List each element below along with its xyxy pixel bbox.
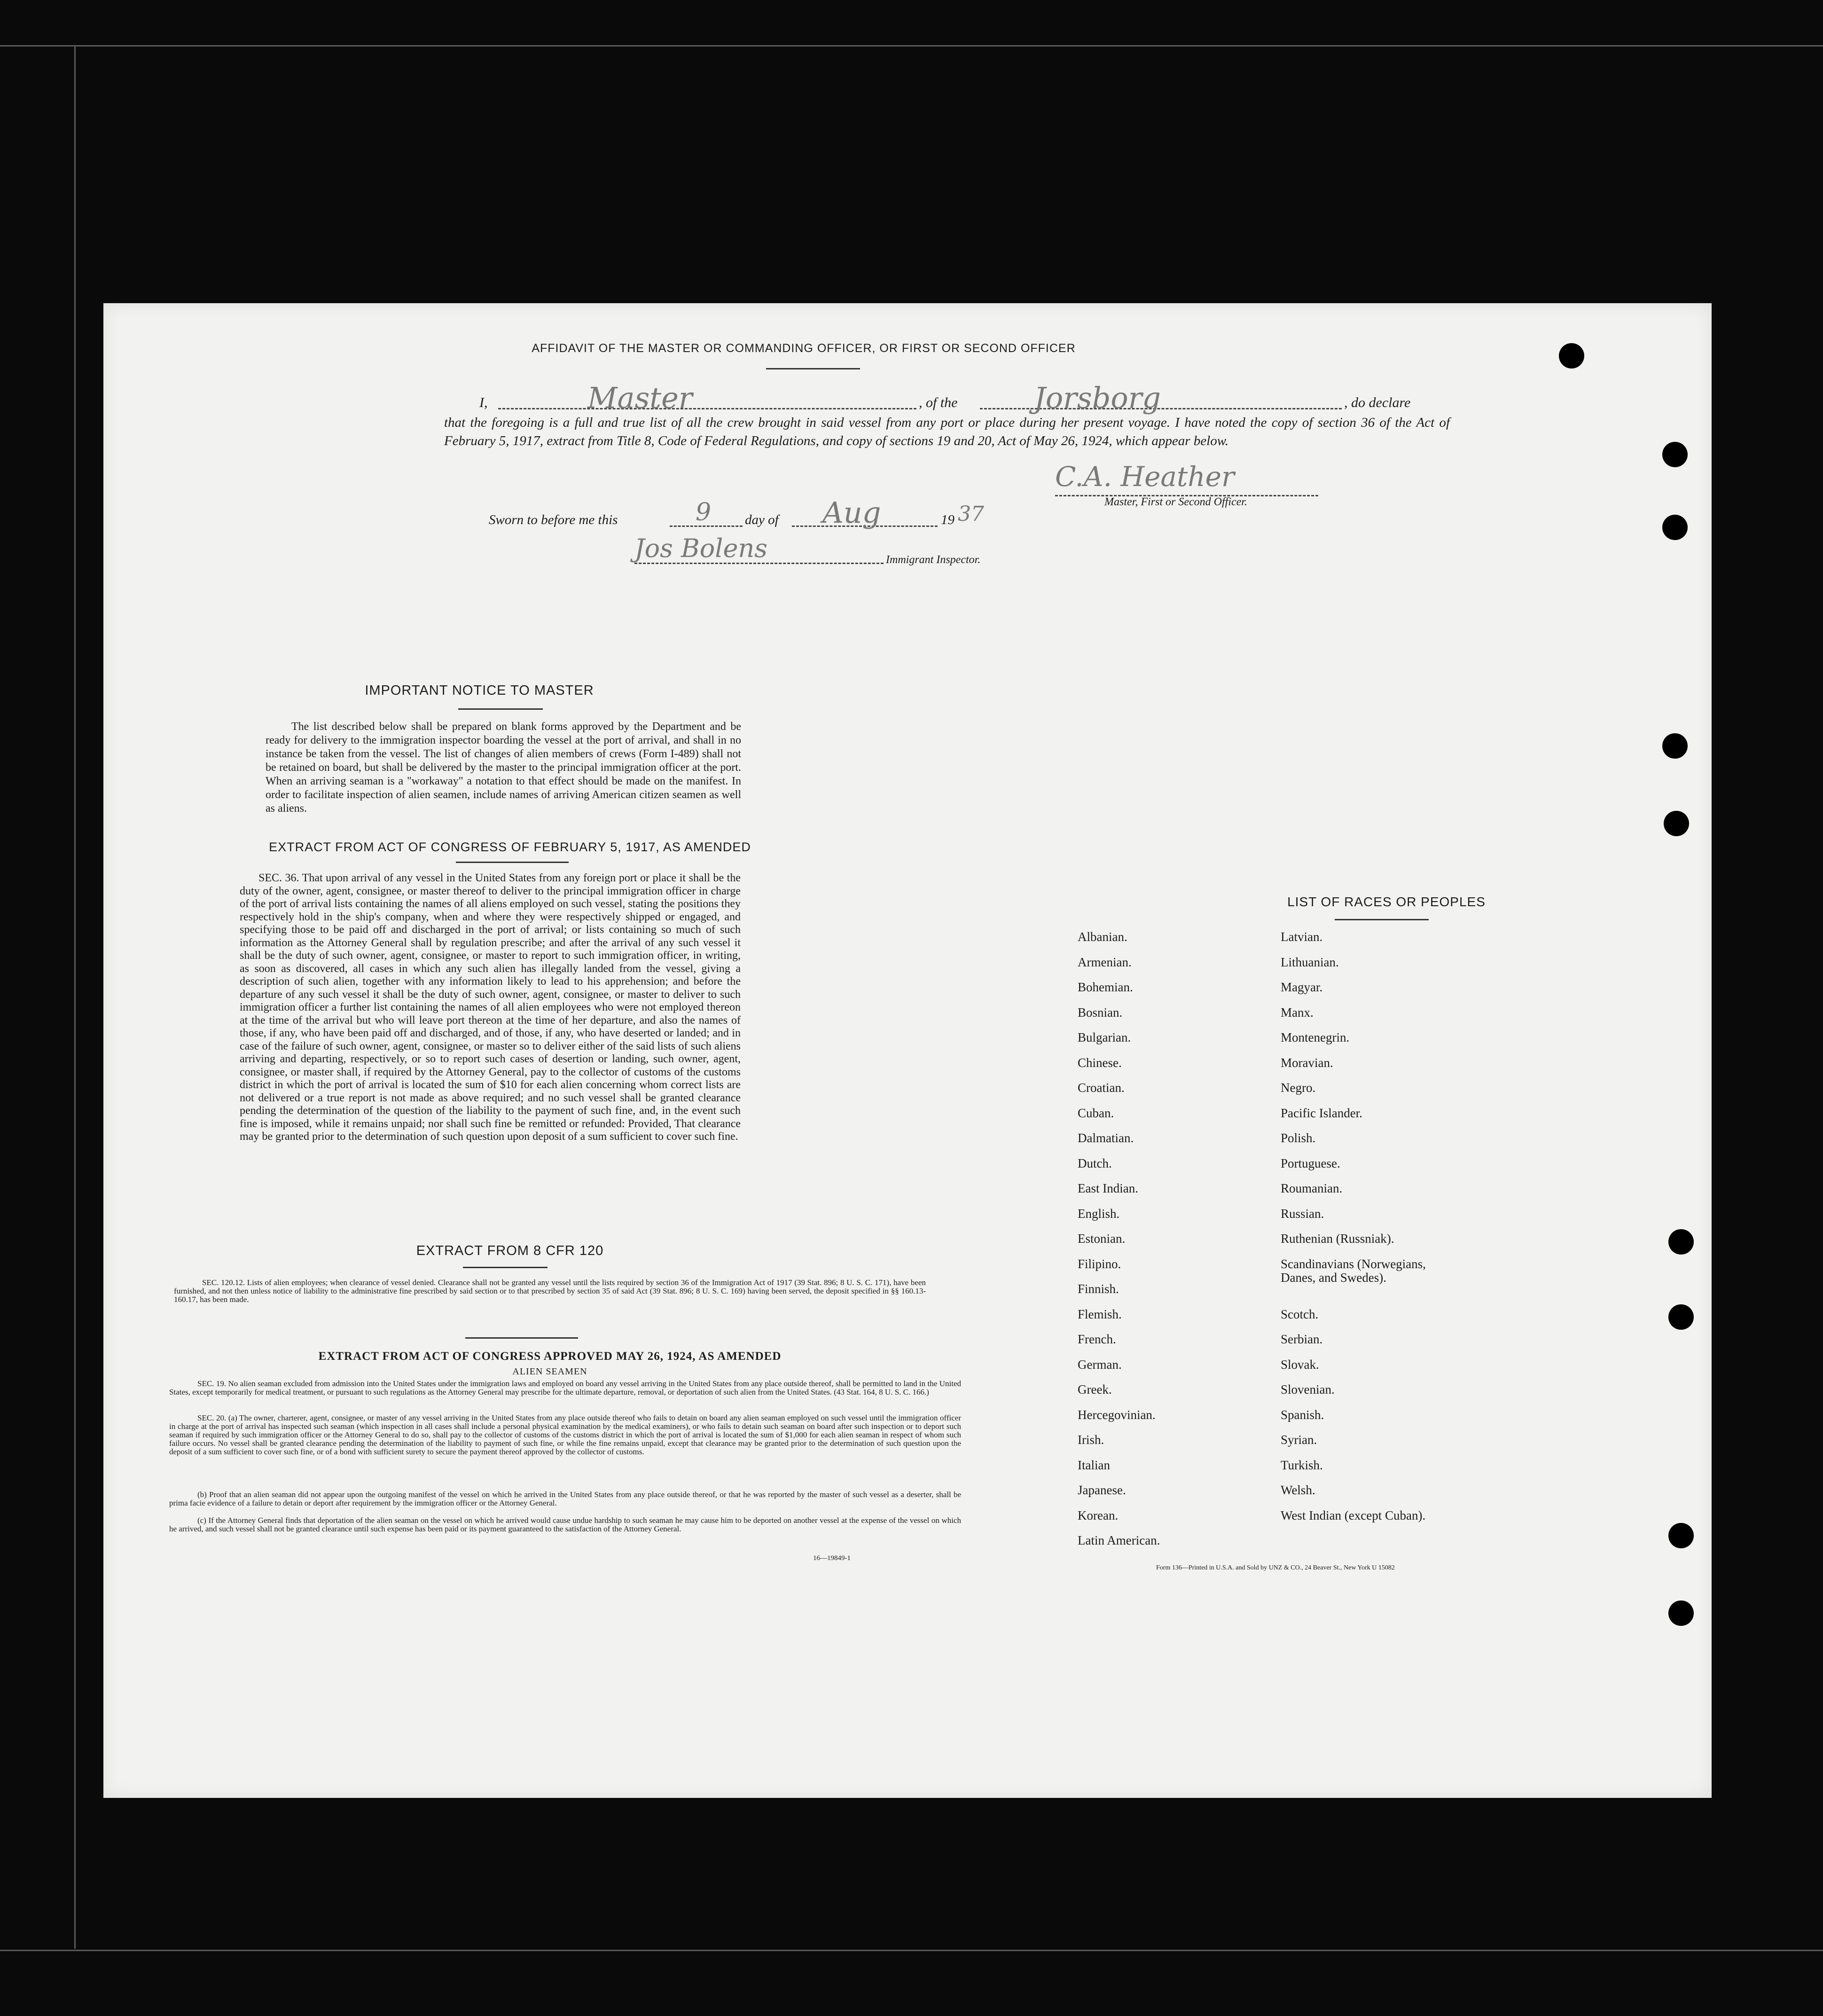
extract-1917-underline	[456, 862, 569, 863]
race-item: Manx.	[1281, 1005, 1314, 1020]
race-item: Finnish.	[1078, 1282, 1119, 1296]
race-item: Scotch.	[1281, 1307, 1319, 1321]
race-item: Lithuanian.	[1281, 955, 1339, 969]
affidavit-of-the: , of the	[919, 395, 958, 410]
race-item: Irish.	[1078, 1433, 1104, 1447]
inspector-signature: Jos Bolens	[634, 533, 767, 563]
race-item: Polish.	[1281, 1131, 1316, 1145]
extract-1917-body: SEC. 36. That upon arrival of any vessel in the United States from any foreign port or place it shall be the duty of the owner, agent, consignee, or master thereof to deliver to the principal immigration officer in charge of the port of arrival lists containing the names of all aliens employed on such vessel, stating the positions they respectively hold in the ship's company, when and where they were respectively shipped or engaged, and specifying those to be paid off and discharged in the port of arrival; or lists containing so much of such information as the Attorney General shall by regulation prescribe; and after the arrival of any such vessel it shall be the duty of such owner, agent, consignee, or master to report to such immigration officer, in writing, as soon as discovered, all cases in which any such alien has illegally landed from the vessel, giving a description of such alien, together with any information likely to lead to his apprehension; and before the departure of any such vessel it shall be the duty of such owner, agent, consignee, or master to deliver to such immigration officer a further list containing the names of all alien employees who were not employed thereon at the time of the arrival but who will leave port thereon at the time of her departure, and also the names of those, if any, who have been paid off and discharged, and of those, if any, who have deserted or landed; and in case of the failure of such owner, agent, consignee, or master so to deliver either of the said lists of such aliens arriving and departing, respectively, or so to report such cases of desertion or landing, such owner, agent, consignee, or master shall, if required by the Attorney General, pay to the collector of customs of the customs district in which the port of arrival is located the sum of $10 for each alien concerning whom correct lists are not delivered or a true report is not made as above required; and no such vessel shall be granted clearance pending the determination of the question of the liability to the payment of such fine, and, in the event such fine is imposed, while it remains unpaid; nor shall such fine be remitted or refunded: Provided, That clearance may be granted prior to the determination of such question upon deposit of a sum sufficient to cover such fine.	[240, 872, 741, 1143]
race-item: Latvian.	[1281, 930, 1323, 944]
affidavit-i: I,	[479, 395, 488, 410]
race-item: Italian	[1078, 1458, 1110, 1472]
notice-body: The list described below shall be prepared on blank forms approved by the Department and be ready for delivery to the immigration inspector boarding the vessel at the port of arrival, and shall in no instance be taken from the vessel. The list of changes of alien members of crews (Form I-489) shall not be retained on board, but shall be delivered by the master to the principal immigration officer at the port. When an arriving seaman is a "workaway" a notation to that effect should be made on the manifest. In order to facilitate inspection of alien seamen, include names of arriving American citizen seamen as well as aliens.	[266, 721, 741, 815]
race-item: Moravian.	[1281, 1055, 1333, 1070]
name-blank	[498, 408, 916, 409]
race-item: Welsh.	[1281, 1483, 1315, 1497]
race-item: Portuguese.	[1281, 1156, 1340, 1170]
race-item: Russian.	[1281, 1206, 1324, 1221]
extract-1924-sec19: SEC. 19. No alien seaman excluded from admission into the United States under the immigration laws and employed on board any vessel arriving in the United States from any place outside thereof, shall be permitted to land in the United States, except temporarily for medical treatment, or pursuant to such regulations as the Attorney General may prescribe for the ultimate departure, removal, or deportation of such alien from the United States. (43 Stat. 164, 8 U. S. C. 166.)	[169, 1379, 961, 1396]
punch-hole	[1668, 1600, 1694, 1626]
race-item: French.	[1078, 1332, 1116, 1346]
inspector-signature-line	[634, 563, 884, 564]
races-right-column	[1281, 925, 1497, 1528]
punch-hole	[1662, 442, 1688, 467]
notice-underline	[458, 708, 543, 710]
punch-hole	[1668, 1523, 1694, 1548]
extract-cfr-body: SEC. 120.12. Lists of alien employees; when clearance of vessel denied. Clearance shall not be granted any vessel until the lists required by section 36 of the Immigration Act of 1917 (39 Stat. 896; 8 U. S. C. 171), have been furnished, and not then unless notice of liability to the administrative fine prescribed by said section or to that prescribed by section 35 of said Act (39 Stat. 896; 8 U. S. C. 169) having been served, the deposit specified in §§ 160.13-160.17, has been made.	[174, 1278, 926, 1304]
sworn-prefix: Sworn to before me this	[489, 512, 618, 527]
race-item: Magyar.	[1281, 980, 1323, 994]
extract-cfr-title: EXTRACT FROM 8 CFR 120	[416, 1243, 604, 1258]
punch-hole	[1668, 1229, 1694, 1255]
races-title: LIST OF RACES OR PEOPLES	[1287, 894, 1486, 909]
affidavit-body: that the foregoing is a full and true list of all the crew brought in said vessel from any port or place during her present voyage. I have noted the copy of section 36 of the Act of February 5, 1917, extract from Title 8, Code of Federal Regulations, and copy of sections 19 and 20, Act of May 26, 1924, which appear below.	[444, 415, 1450, 448]
extract-cfr-underline	[463, 1267, 548, 1268]
sworn-day-label: day of	[745, 512, 779, 527]
sworn-year-prefix: 19	[941, 512, 955, 527]
race-item: Spanish.	[1281, 1407, 1324, 1422]
extract-1924-subtitle: ALIEN SEAMEN	[512, 1366, 587, 1377]
race-item: Turkish.	[1281, 1458, 1323, 1472]
frame-line-top	[0, 45, 1823, 47]
punch-hole	[1664, 811, 1689, 836]
race-item: Scandinavians (Norwegians, Danes, and Swedes).	[1281, 1256, 1426, 1285]
race-item: Dutch.	[1078, 1156, 1112, 1170]
handwritten-vessel: Jorsborg	[1034, 381, 1161, 415]
handwritten-name: Master	[587, 381, 693, 415]
race-item: Albanian.	[1078, 930, 1127, 944]
races-left-column	[1078, 925, 1219, 1553]
master-label: Master, First or Second Officer.	[1104, 496, 1247, 508]
race-item: Greek.	[1078, 1382, 1112, 1396]
document-page	[103, 303, 1712, 1798]
punch-hole	[1662, 515, 1688, 540]
punch-hole	[1662, 733, 1688, 759]
race-item: East Indian.	[1078, 1181, 1138, 1195]
sworn-month: Aug	[822, 495, 881, 530]
race-item: Bulgarian.	[1078, 1030, 1131, 1044]
race-item: Cuban.	[1078, 1106, 1114, 1120]
race-item: Latin American.	[1078, 1533, 1160, 1547]
race-item: Flemish.	[1078, 1307, 1122, 1321]
race-item: English.	[1078, 1206, 1120, 1221]
race-item: Syrian.	[1281, 1433, 1317, 1447]
race-item: Bosnian.	[1078, 1005, 1123, 1020]
race-item: Pacific Islander.	[1281, 1106, 1362, 1120]
races-underline	[1335, 919, 1429, 920]
race-item: Croatian.	[1078, 1081, 1125, 1095]
race-item: Chinese.	[1078, 1055, 1122, 1070]
extract-1917-title: EXTRACT FROM ACT OF CONGRESS OF FEBRUARY 5, 1917, AS AMENDED	[269, 840, 751, 854]
inspector-label: Immigrant Inspector.	[886, 554, 981, 566]
race-item: Korean.	[1078, 1508, 1119, 1522]
races-form-footer: Form 136—Printed in U.S.A. and Sold by UNZ & CO., 24 Beaver St., New York U 15082	[1156, 1564, 1395, 1571]
race-item: Slovak.	[1281, 1357, 1319, 1372]
extract-1924-sec20c: (c) If the Attorney General finds that deportation of the alien seaman on the vessel on which he arrived would cause undue hardship to such seaman he may cause him to be deported on another vessel at the expense of the vessel on which he arrived, and such vessel shall not be granted clearance until such expense has been paid or its payment guaranteed to the satisfaction of the Attorney General.	[169, 1516, 961, 1533]
race-item: Serbian.	[1281, 1332, 1323, 1346]
race-item: Ruthenian (Russniak).	[1281, 1232, 1394, 1246]
title-underline	[766, 368, 860, 369]
race-item: West Indian (except Cuban).	[1281, 1508, 1426, 1522]
race-item: Montenegrin.	[1281, 1030, 1350, 1044]
frame-line-bottom	[0, 1950, 1823, 1951]
affidavit-title: AFFIDAVIT OF THE MASTER OR COMMANDING OFFICER, OR FIRST OR SECOND OFFICER	[532, 342, 1076, 355]
race-item: Slovenian.	[1281, 1382, 1335, 1396]
race-item: Dalmatian.	[1078, 1131, 1134, 1145]
race-item: Filipino.	[1078, 1256, 1121, 1271]
race-item: Estonian.	[1078, 1232, 1126, 1246]
race-item: Japanese.	[1078, 1483, 1126, 1497]
form-number: 16—19849-1	[813, 1554, 851, 1562]
sworn-year: 37	[958, 502, 984, 526]
notice-title: IMPORTANT NOTICE TO MASTER	[365, 683, 594, 698]
race-item: Bohemian.	[1078, 980, 1133, 994]
punch-hole	[1668, 1304, 1694, 1330]
race-item: Roumanian.	[1281, 1181, 1343, 1195]
master-signature: C.A. Heather	[1055, 461, 1235, 493]
race-item: Armenian.	[1078, 955, 1132, 969]
race-item: Negro.	[1281, 1081, 1316, 1095]
race-item: German.	[1078, 1357, 1122, 1372]
race-item: Hercegovinian.	[1078, 1407, 1156, 1422]
extract-1924-title: EXTRACT FROM ACT OF CONGRESS APPROVED MAY 26, 1924, AS AMENDED	[318, 1350, 782, 1363]
affidavit-do-declare: , do declare	[1344, 395, 1411, 410]
frame-line-left	[74, 45, 76, 1949]
sworn-day: 9	[696, 498, 712, 526]
extract-1924-separator	[465, 1337, 578, 1339]
extract-1924-sec20a: SEC. 20. (a) The owner, charterer, agent, consignee, or master of any vessel arriving in the United States from any place outside thereof who fails to detain on board any alien seaman employed on such vessel until the immigration officer in charge at the port of arrival has inspected such seaman (which inspection in all cases shall include a personal physical examination by the medical examiners), or who fails to detain such seaman on board after such inspection or to deport such seaman if required by such immigration officer or the Attorney General to do so, shall pay to the collector of customs of the customs district in which the port of arrival is located the sum of $1,000 for each alien seaman in respect of whom such failure occurs. No vessel shall be granted clearance pending the determination of the liability to payment of such fine, or while the fine remains unpaid, except that clearance may be granted prior to the determination of such question upon the deposit of a sum sufficient to cover such fine, or of a bond with sufficient surety to secure the payment thereof approved by the collector of customs.	[169, 1413, 961, 1456]
extract-1924-sec20b: (b) Proof that an alien seaman did not appear upon the outgoing manifest of the vessel on which he arrived in the United States from any place outside thereof, or that he was reported by the master of such vessel as a deserter, shall be prima facie evidence of a failure to detain or deport after requirement by the immigration officer or the Attorney General.	[169, 1490, 961, 1507]
punch-hole	[1559, 343, 1584, 369]
